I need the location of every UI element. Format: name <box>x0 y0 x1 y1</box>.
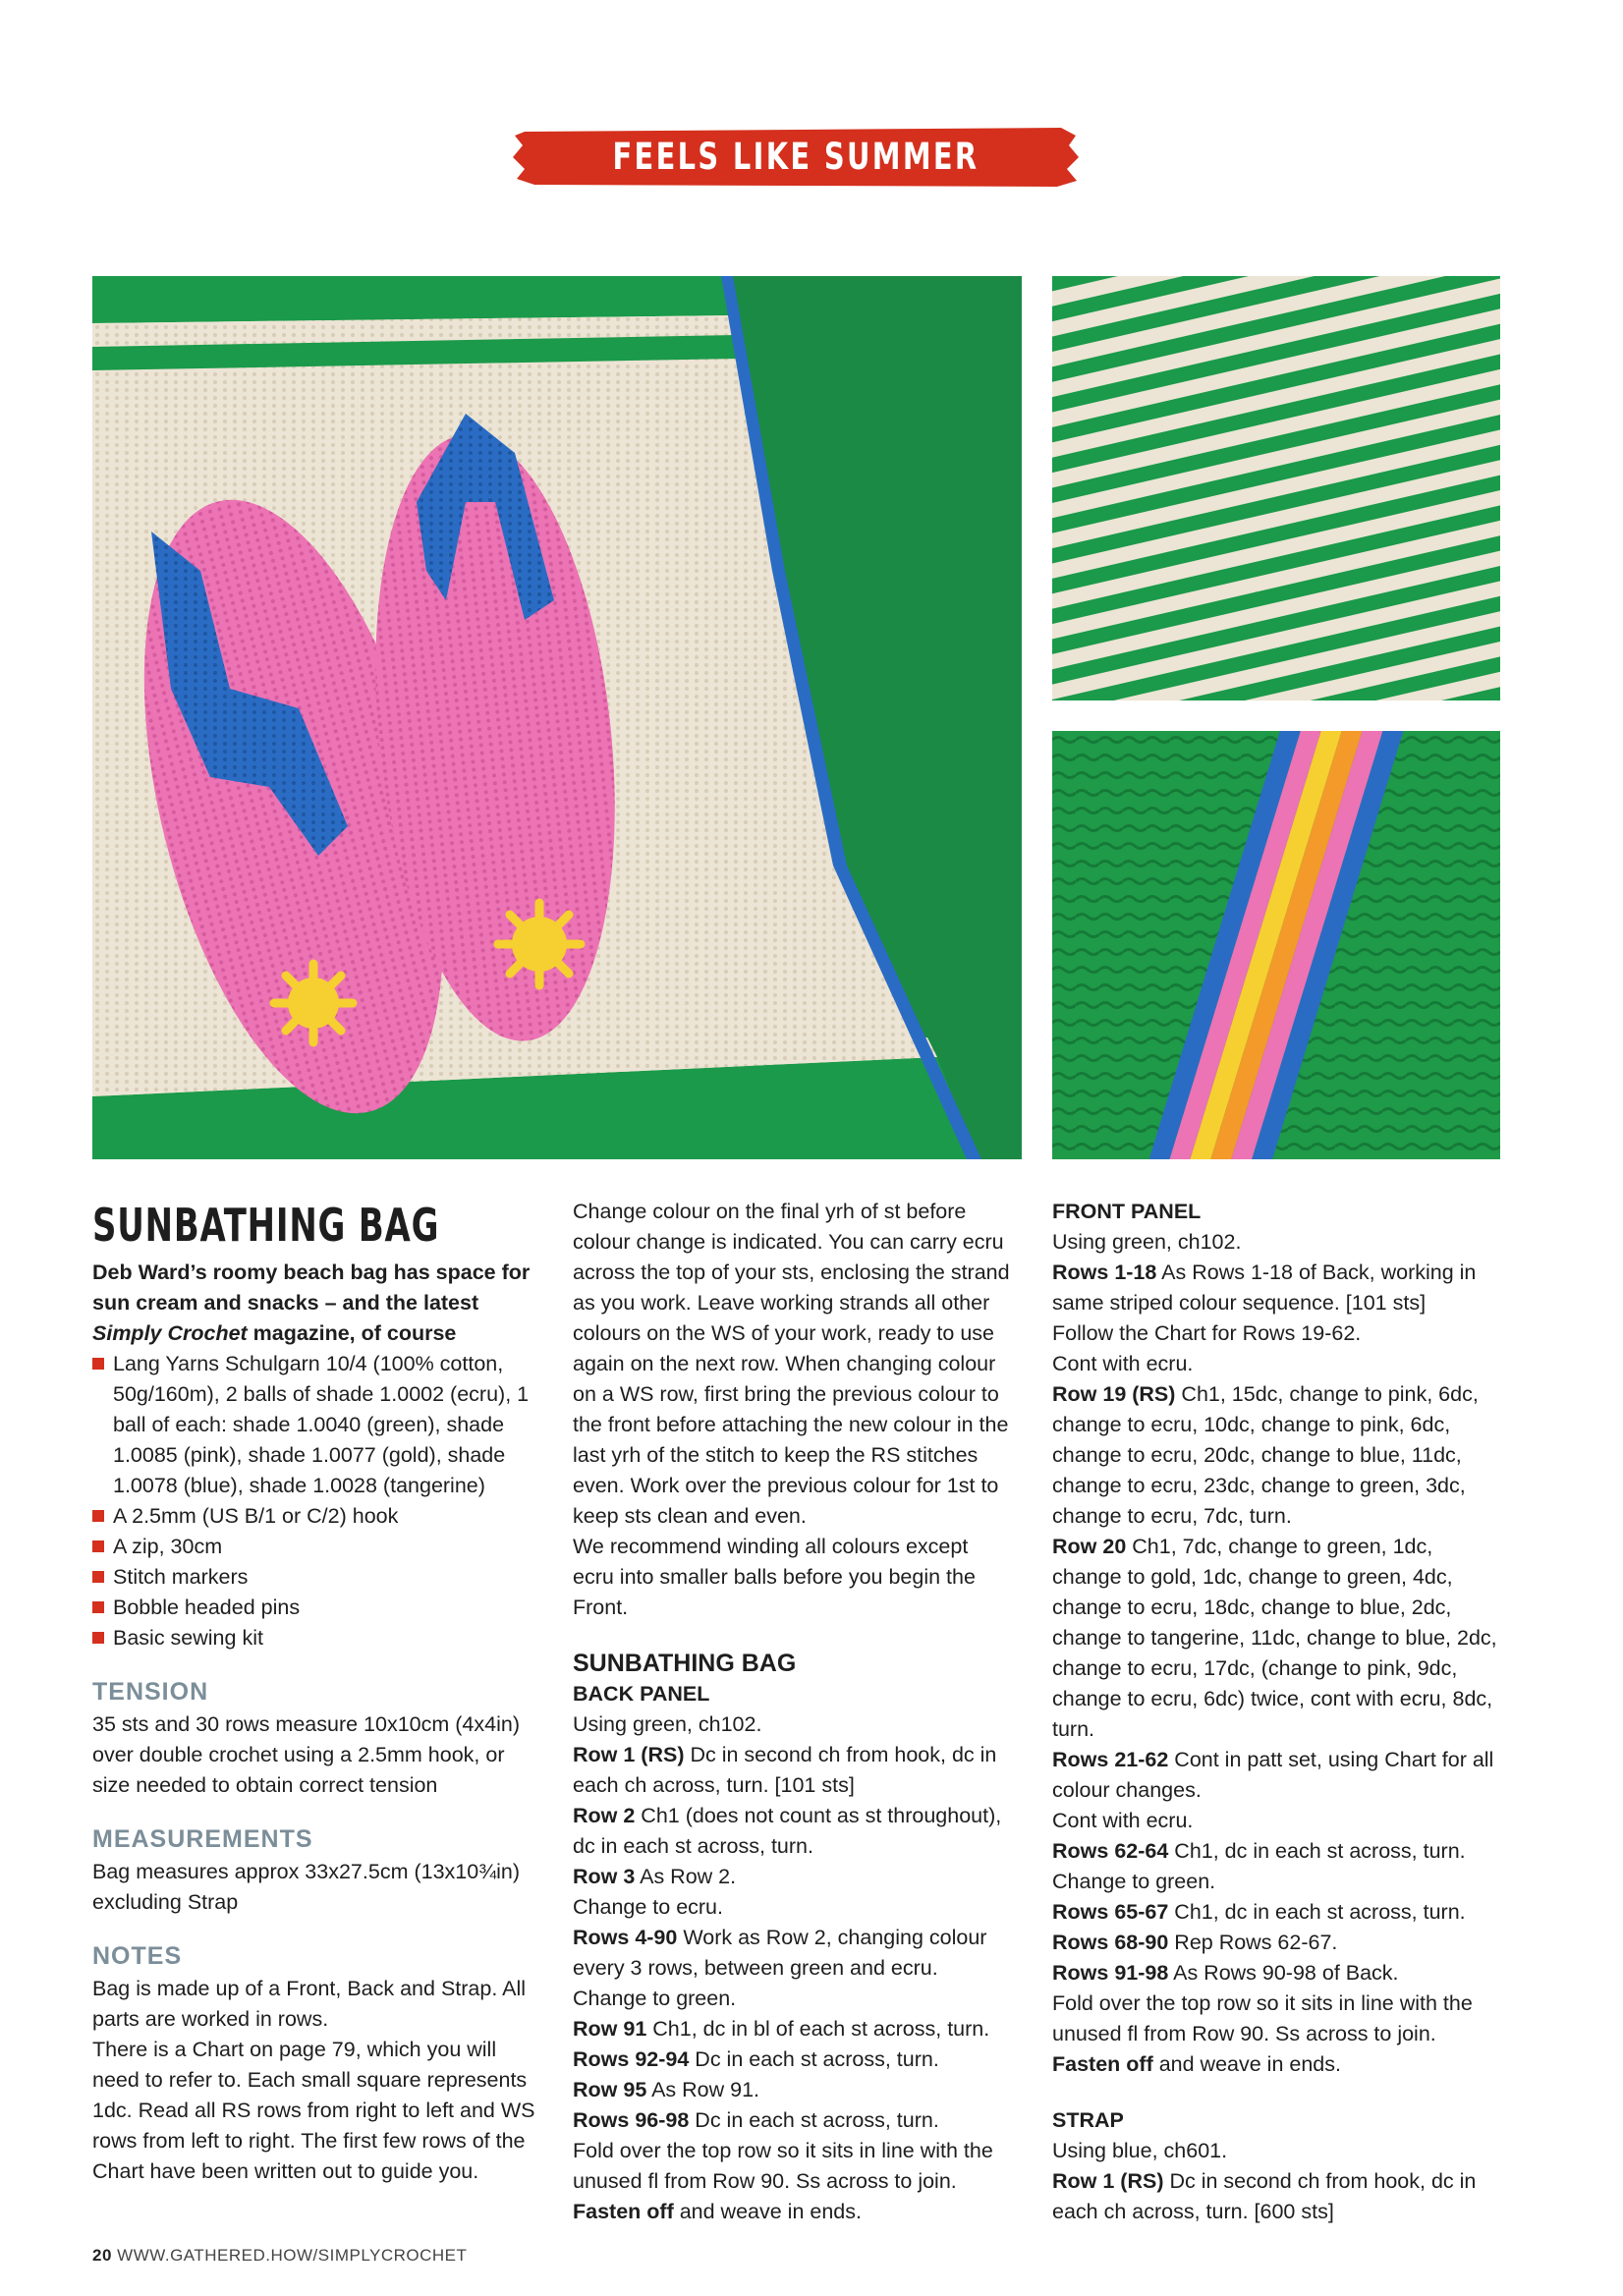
flip-flop-bag-photo <box>92 276 1022 1159</box>
list-item: Lang Yarns Schulgarn 10/4 (100% cotton, 50g/160m), 2 balls of shade 1.0002 (ecru), 1 ball of each: shade 1.0040 (green), shade 1.0085 (pink), shade 1.0077 (gold), shade 1.0078 (blue), shade 1.0028 (tangerine) <box>92 1349 544 1501</box>
left-column <box>92 1197 544 2187</box>
requirements-list <box>92 1349 544 1653</box>
list-item: A 2.5mm (US B/1 or C/2) hook <box>92 1501 544 1532</box>
list-item: Basic sewing kit <box>92 1623 544 1653</box>
instruction-line: Row 2 Ch1 (does not count as st throughout), dc in each st across, turn. <box>573 1804 1002 1858</box>
instruction-line: Cont with ecru. <box>1052 1809 1194 1832</box>
page-number: 20 <box>92 2246 112 2265</box>
instruction-line: Fasten off and weave in ends. <box>573 2200 862 2223</box>
instruction-line: Rows 21-62 Cont in patt set, using Chart for all colour changes. <box>1052 1748 1494 1802</box>
instruction-line: Row 19 (RS) Ch1, 15dc, change to pink, 6dc, change to ecru, 10dc, change to pink, 6dc, change to ecru, 20dc, change to blue, 11dc, change to ecru, 23dc, change to green, 3dc, change to ecru, 7dc, turn. <box>1052 1382 1479 1528</box>
tension-heading: TENSION <box>92 1678 209 1706</box>
pattern-title: SUNBATHING BAG <box>92 1199 440 1252</box>
instruction-line: Fasten off and weave in ends. <box>1052 2052 1341 2076</box>
instruction-line: Follow the Chart for Rows 19-62. <box>1052 1321 1362 1345</box>
instruction-line: Rows 4-90 Work as Row 2, changing colour every 3 rows, between green and ecru. <box>573 1926 987 1980</box>
winding-text: We recommend winding all colours except ecru into smaller balls before you begin the Front. <box>573 1535 976 1619</box>
list-item: Stitch markers <box>92 1562 544 1593</box>
notes-text: There is a Chart on page 79, which you will need to refer to. Each small square represents 1dc. Read all RS rows from right to left and WS rows from left to right. The first few rows of the Chart have been written out to guide you. <box>92 2038 535 2183</box>
page-footer <box>92 2246 467 2266</box>
instruction-line: Using green, ch102. <box>1052 1230 1242 1254</box>
section-heading: SUNBATHING BAG <box>573 1650 797 1677</box>
instruction-line: Row 20 Ch1, 7dc, change to green, 1dc, change to gold, 1dc, change to green, 4dc, change to ecru, 18dc, change to blue, 2dc, change to tangerine, 11dc, change to blue, 2dc, change to ecru, 17dc, (change to pink, 9dc, change to ecru, 6dc) twice, cont with ecru, 8dc, turn. <box>1052 1535 1497 1741</box>
instruction-line: Rows 68-90 Rep Rows 62-67. <box>1052 1931 1338 1954</box>
rainbow-strap-photo <box>1052 731 1500 1159</box>
strap-instructions <box>1052 2136 1506 2227</box>
banner-title: FEELS LIKE SUMMER COLLECTION <box>612 136 979 241</box>
instruction-line: Row 91 Ch1, dc in bl of each st across, turn. <box>573 2017 990 2041</box>
instruction-line: Fold over the top row so it sits in line with the unused fl from Row 90. Ss across to join. <box>573 2139 993 2193</box>
measurements-text: Bag measures approx 33x27.5cm (13x10¾in) excluding Strap <box>92 1860 521 1914</box>
notes-text: Bag is made up of a Front, Back and Strap. All parts are worked in rows. <box>92 1977 526 2031</box>
instruction-line: Rows 96-98 Dc in each st across, turn. <box>573 2108 939 2132</box>
instruction-line: Rows 62-64 Ch1, dc in each st across, turn. <box>1052 1839 1466 1863</box>
strap-heading: STRAP <box>1052 2108 1124 2132</box>
middle-column <box>573 1197 1015 2227</box>
instruction-line: Rows 91-98 As Rows 90-98 of Back. <box>1052 1961 1399 1985</box>
instruction-line: Row 95 As Row 91. <box>573 2078 760 2101</box>
instruction-line: Using blue, ch601. <box>1052 2139 1228 2162</box>
right-column <box>1052 1197 1506 2227</box>
measurements-heading: MEASUREMENTS <box>92 1825 313 1853</box>
back-panel-heading: BACK PANEL <box>573 1682 710 1706</box>
instruction-line: Rows 65-67 Ch1, dc in each st across, turn. <box>1052 1900 1466 1924</box>
instruction-line: Cont with ecru. <box>1052 1352 1194 1375</box>
instruction-line: Using green, ch102. <box>573 1712 762 1736</box>
instruction-line: Change to green. <box>573 1987 737 2010</box>
instruction-line: Row 1 (RS) Dc in second ch from hook, dc in each ch across, turn. [101 sts] <box>573 1743 997 1797</box>
notes-heading: NOTES <box>92 1942 183 1970</box>
front-panel-instructions <box>1052 1227 1506 2080</box>
list-item: Bobble headed pins <box>92 1593 544 1623</box>
front-panel-heading: FRONT PANEL <box>1052 1200 1202 1223</box>
instruction-line: Rows 1-18 As Rows 1-18 of Back, working in same striped colour sequence. [101 sts] <box>1052 1260 1477 1315</box>
back-panel-instructions <box>573 1709 1015 2227</box>
instruction-line: Change to ecru. <box>573 1895 723 1919</box>
instruction-line: Change to green. <box>1052 1870 1216 1893</box>
striped-back-photo <box>1052 276 1500 700</box>
footer-url[interactable]: WWW.GATHERED.HOW/SIMPLYCROCHET <box>117 2246 468 2265</box>
instruction-line: Fold over the top row so it sits in line with the unused fl from Row 90. Ss across to join. <box>1052 1991 1473 2045</box>
instruction-line: Row 1 (RS) Dc in second ch from hook, dc in each ch across, turn. [600 sts] <box>1052 2169 1477 2223</box>
intro-text: Deb Ward’s roomy beach bag has space for sun cream and snacks – and the latest Simply Crochet magazine, of course <box>92 1260 531 1345</box>
colour-change-text: Change colour on the final yrh of st before colour change is indicated. You can carry ecru across the top of your sts, enclosing the strand as you work. Leave working strands all other colours on the WS of your work, ready to use again on the next row. When changing colour on a WS row, first bring the previous colour to the front before attaching the new colour in the last yrh of the stitch to keep the RS stitches even. Work over the previous colour for 1st to keep sts clean and even. <box>573 1200 1010 1528</box>
instruction-line: Row 3 As Row 2. <box>573 1865 737 1888</box>
section-banner <box>511 126 1081 241</box>
instruction-line: Rows 92-94 Dc in each st across, turn. <box>573 2047 939 2071</box>
list-item: A zip, 30cm <box>92 1532 544 1562</box>
tension-text: 35 sts and 30 rows measure 10x10cm (4x4in) over double crochet using a 2.5mm hook, or size needed to obtain correct tension <box>92 1712 520 1797</box>
